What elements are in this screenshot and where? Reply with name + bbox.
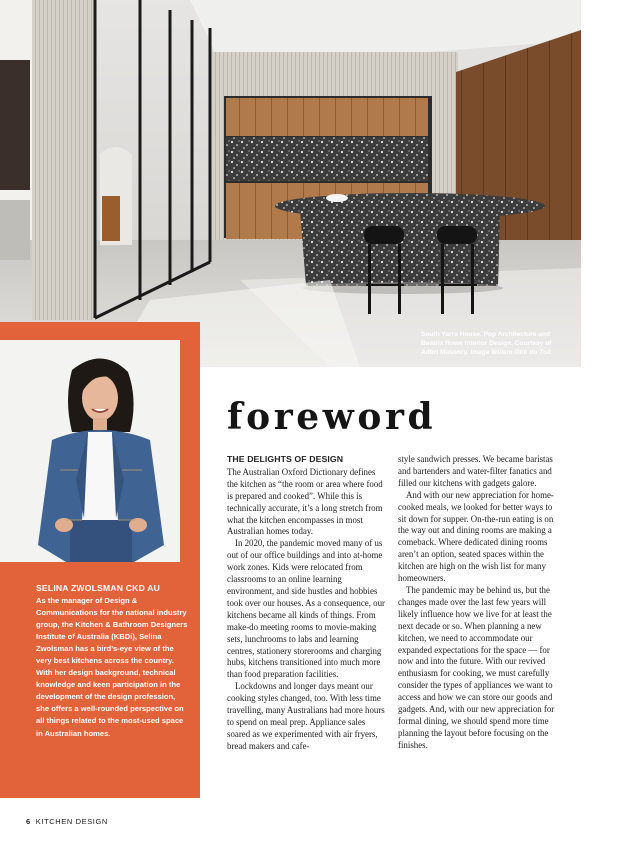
hero-photo — [0, 0, 581, 367]
paragraph: Lockdowns and longer days meant our cooking styles changed, too. With less time travelling, many Australians had more hours to spend on meal prep. Appliance sales soared as we experimented with air fryers, bread makers and cafe- — [227, 681, 385, 751]
author-description: As the manager of Design & Communications for the national industry group, the Kitchen & Bathroom Designers Institute of Australia (KBDi), Selina Zwolsman has a bird’s-eye view of the very best kitchens across the country. With her design background, technical knowledge and keen participation in the development of the design profession, she offers a well-rounded perspective on all things related to the most-used space in Australian homes. — [36, 596, 188, 738]
paragraph: style sandwich presses. We became baristas and bartenders and water-filter fanatics and filled our kitchens with gadgets galore. — [398, 454, 553, 488]
caption-line: Beatrix Rowe Interior Design. Courtesy of — [421, 340, 552, 347]
photo-caption — [421, 330, 571, 357]
author-photo-illustration — [0, 340, 180, 562]
publication-section: KITCHEN DESIGN — [35, 817, 108, 826]
article-column-2 — [398, 454, 558, 752]
caption-line — [421, 348, 571, 357]
paragraph: In 2020, the pandemic moved many of us out of our office buildings and into at-home work zones. Kids were relocated from classrooms to an online learning environment, and side hustles and hobbies took over our houses. As a consequence, our kitchens became all kinds of things. From make-do meeting rooms to movie-making sets, lunchrooms to labs and learning centres, stationery storerooms and charging hubs, kitchens transitioned into much more than food preparation facilities. — [227, 538, 385, 680]
article-subhead: THE DELIGHTS OF DESIGN — [227, 454, 344, 464]
author-portrait — [0, 340, 180, 562]
photo-credit: Image Willem-Dirk du Toit — [470, 349, 552, 356]
paragraph: The Australian Oxford Dictionary defines the kitchen as “the room or area where food is prepared and cooked”. While this is technically accurate, it’s a long stretch from what the kitchen encompasses in most Australian homes today. — [227, 466, 383, 537]
page-number: 6 — [26, 817, 31, 826]
article-headline: foreword — [227, 396, 437, 438]
caption-courtesy: Adbri Masonry. — [421, 349, 469, 356]
page-footer — [26, 817, 108, 826]
paragraph: And with our new appreciation for home-cooked meals, we looked for better ways to sit down for supper. On-the-run eating is on the way out and dining rooms are making a comeback. Where dedicated dining rooms aren’t an option, seated spaces within the kitchen are high on the wish list for many homeowners. — [398, 489, 554, 584]
article-column-1 — [227, 454, 387, 753]
paragraph: The pandemic may be behind us, but the changes made over the last few years will likely influence how we live for at least the next decade or so. When planning a new kitchen, we need to accommodate our expanded expectations for the space — for now and into the future. With our revived enthusiasm for cooking, we must carefully consider the types of appliances we want to access and how we can store our goods and gadgets. And, with our new appreciation for formal dining, we should spend more time planning the layout before focusing on the finishes. — [398, 584, 555, 750]
author-bio — [36, 583, 188, 740]
kitchen-photo-illustration — [0, 0, 581, 367]
author-name: SELINA ZWOLSMAN CKD AU — [36, 583, 161, 593]
caption-line: South Yarra House. Pop Architecture and — [421, 331, 550, 338]
